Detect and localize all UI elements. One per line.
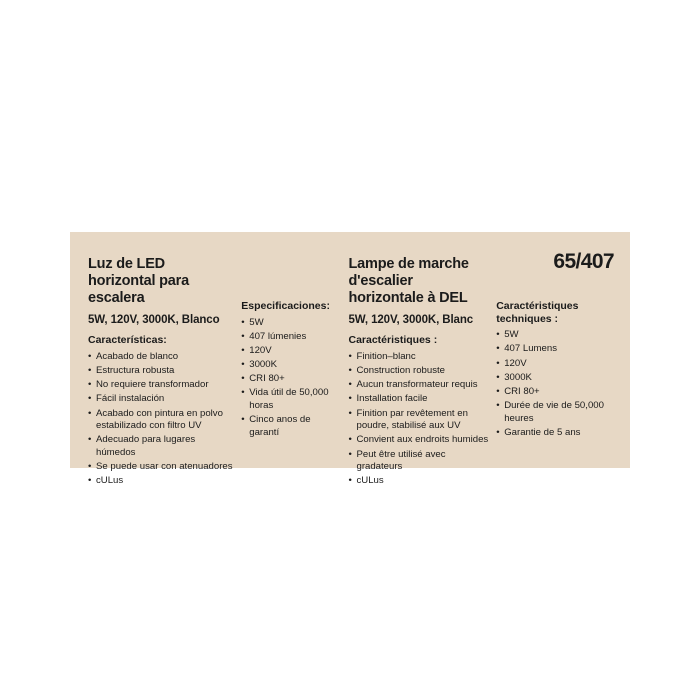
spec-spacer <box>241 256 342 300</box>
list-item: • Construction robuste <box>348 365 490 378</box>
list-item: • Finition–blanc <box>348 351 490 364</box>
specs-list <box>241 317 342 440</box>
list-item: • 3000K <box>241 359 342 372</box>
product-label-card <box>70 232 630 487</box>
list-item: • Se puede usar con atenuadores <box>88 461 235 474</box>
list-item: • Peut être utilisé avec gradateurs <box>348 449 490 474</box>
list-item: • 3000K <box>496 372 614 385</box>
list-item: • Aucun transformateur requis <box>348 379 490 392</box>
french-subtitle: 5W, 120V, 3000K, Blanc <box>348 314 474 327</box>
french-title: Lampe de marche d'escalier horizontale à DEL <box>348 256 469 307</box>
list-item: • cULus <box>88 475 235 488</box>
list-item: • cULus <box>348 475 490 488</box>
spanish-features-heading: Características: <box>88 334 167 347</box>
list-item: • 407 Lumens <box>496 343 614 356</box>
technical-list <box>496 329 614 439</box>
list-item: • Estructura robusta <box>88 365 235 378</box>
list-item: • CRI 80+ <box>496 386 614 399</box>
list-item: • Garantie de 5 ans <box>496 427 614 440</box>
french-features-heading: Caractéristiques : <box>348 334 438 347</box>
list-item: • Finition par revêtement en poudre, stabilisé aux UV <box>348 408 490 433</box>
spanish-features-list <box>88 351 235 488</box>
list-item: • 5W <box>241 317 342 330</box>
technical-body <box>496 300 614 439</box>
specs-heading: Especificaciones: <box>241 300 330 312</box>
spanish-title: Luz de LED horizontal para escalera <box>88 256 189 307</box>
list-item: • Cinco anos de garantí <box>241 414 342 439</box>
spanish-column <box>88 256 241 489</box>
list-item: • 120V <box>496 358 614 371</box>
list-item: • 120V <box>241 345 342 358</box>
list-item: • Vida útil de 50,000 horas <box>241 387 342 412</box>
specifications-column <box>241 256 348 441</box>
technical-column <box>496 250 614 441</box>
spanish-subtitle: 5W, 120V, 3000K, Blanco <box>88 314 220 327</box>
list-item: • CRI 80+ <box>241 373 342 386</box>
list-item: • 407 lúmenies <box>241 331 342 344</box>
list-item: • 5W <box>496 329 614 342</box>
list-item: • Adecuado para lugares húmedos <box>88 434 235 459</box>
list-item: • Durée de vie de 50,000 heures <box>496 400 614 425</box>
list-item: • Acabado con pintura en polvo estabilizado con filtro UV <box>88 408 235 433</box>
technical-heading: Caractéristiques techniques : <box>496 300 579 325</box>
list-item: • Convient aux endroits humides <box>348 434 490 447</box>
french-column <box>348 256 496 489</box>
list-item: • No requiere transformador <box>88 379 235 392</box>
list-item: • Acabado de blanco <box>88 351 235 364</box>
french-features-list <box>348 351 490 488</box>
list-item: • Fácil instalación <box>88 393 235 406</box>
list-item: • Installation facile <box>348 393 490 406</box>
sku-number: 65/407 <box>553 250 614 273</box>
